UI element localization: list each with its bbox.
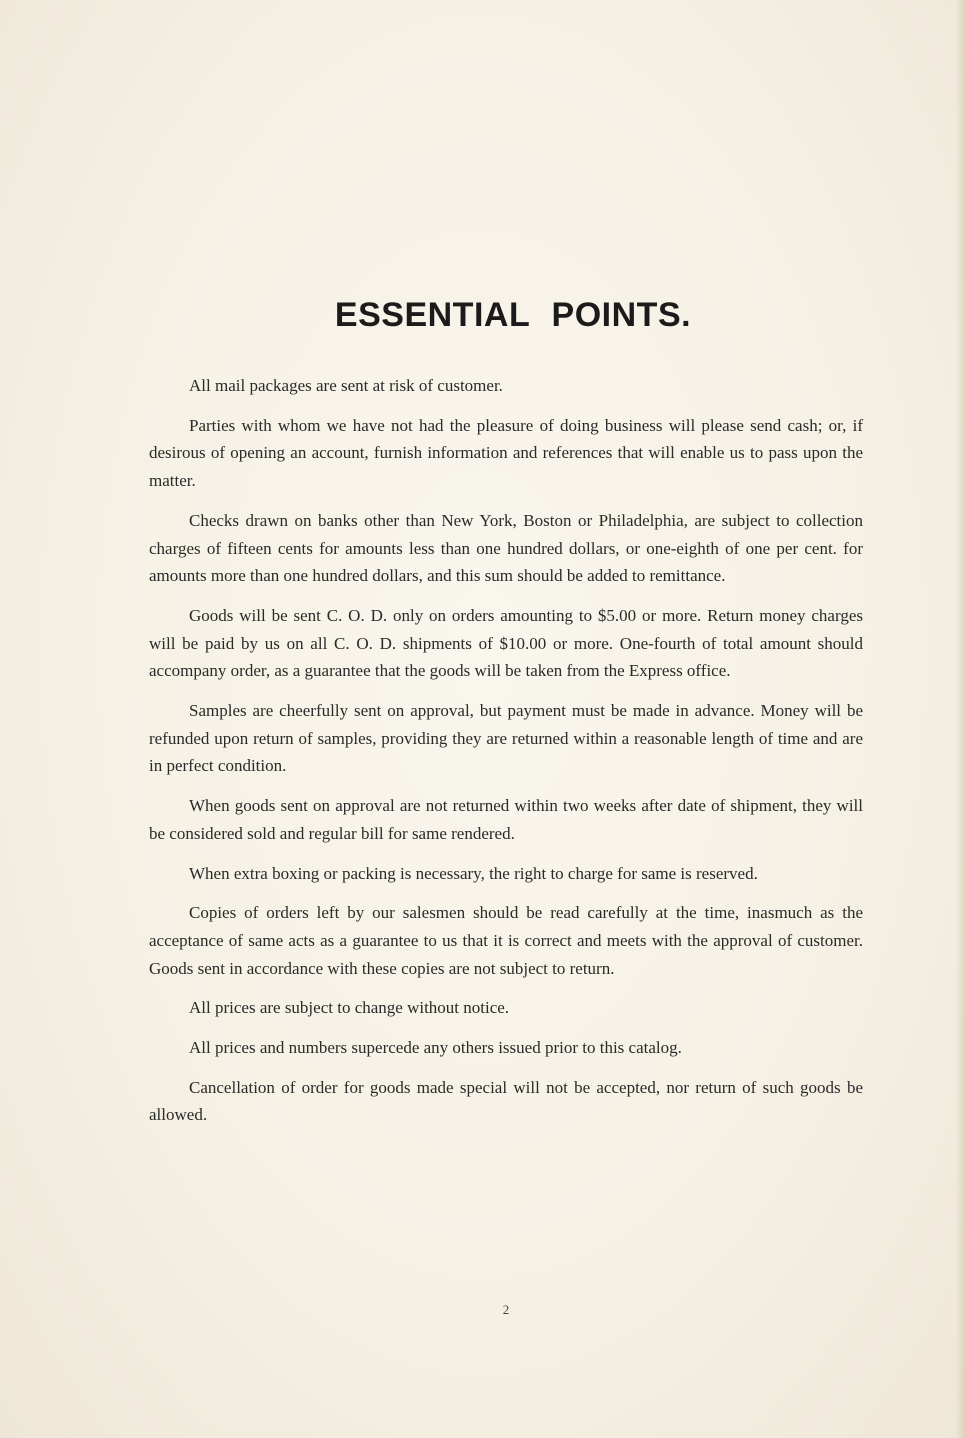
paragraph-checks: Checks drawn on banks other than New York, Boston or Philadelphia, are subject to collection charges of fifteen cents for amounts less than one hundred dollars, or one-eighth of one per cent. for amounts more than one hundred dollars, and this sum should be added to remittance.: [149, 510, 863, 586]
paragraph-cod: Goods will be sent C. O. D. only on orders amounting to $5.00 or more. Return money charges will be paid by us on all C. O. D. shipments of $10.00 or more. One-fourth of total amount should accompany order, as a guarantee that the goods will be taken from the Express office.: [149, 605, 863, 681]
paragraph-approval-return: When goods sent on approval are not returned within two weeks after date of shipment, they will be considered sold and regular bill for same rendered.: [149, 796, 863, 843]
paragraph-price-change: All prices are subject to change without notice.: [189, 998, 510, 1018]
paragraph-salesmen-orders: Copies of orders left by our salesmen should be read carefully at the time, inasmuch as the acceptance of same acts as a guarantee to us that it is correct and meets with the approval of customer. Goods sent in accordance with these copies are not subject to return.: [149, 903, 863, 978]
page-title: ESSENTIAL POINTS.: [334, 296, 692, 334]
page-number: 2: [502, 1302, 510, 1317]
paragraph-cancellation: Cancellation of order for goods made special will not be accepted, nor return of such goods be allowed.: [149, 1077, 863, 1125]
paragraph-mail-risk: All mail packages are sent at risk of customer.: [189, 376, 503, 395]
paragraph-supercede: All prices and numbers supercede any others issued prior to this catalog.: [189, 1038, 682, 1058]
paragraph-extra-boxing: When extra boxing or packing is necessary, the right to charge for same is reserved.: [189, 863, 758, 883]
paragraph-new-customers: Parties with whom we have not had the pleasure of doing business will please send cash; or, if desirous of opening an account, furnish information and references that will enable us to pass upon the matter.: [149, 415, 863, 491]
paragraph-samples: Samples are cheerfully sent on approval, but payment must be made in advance. Money will be refunded upon return of samples, providing they are returned within a reasonable length of time and are in perfect condition.: [149, 701, 863, 776]
terms-body: [149, 372, 863, 1141]
